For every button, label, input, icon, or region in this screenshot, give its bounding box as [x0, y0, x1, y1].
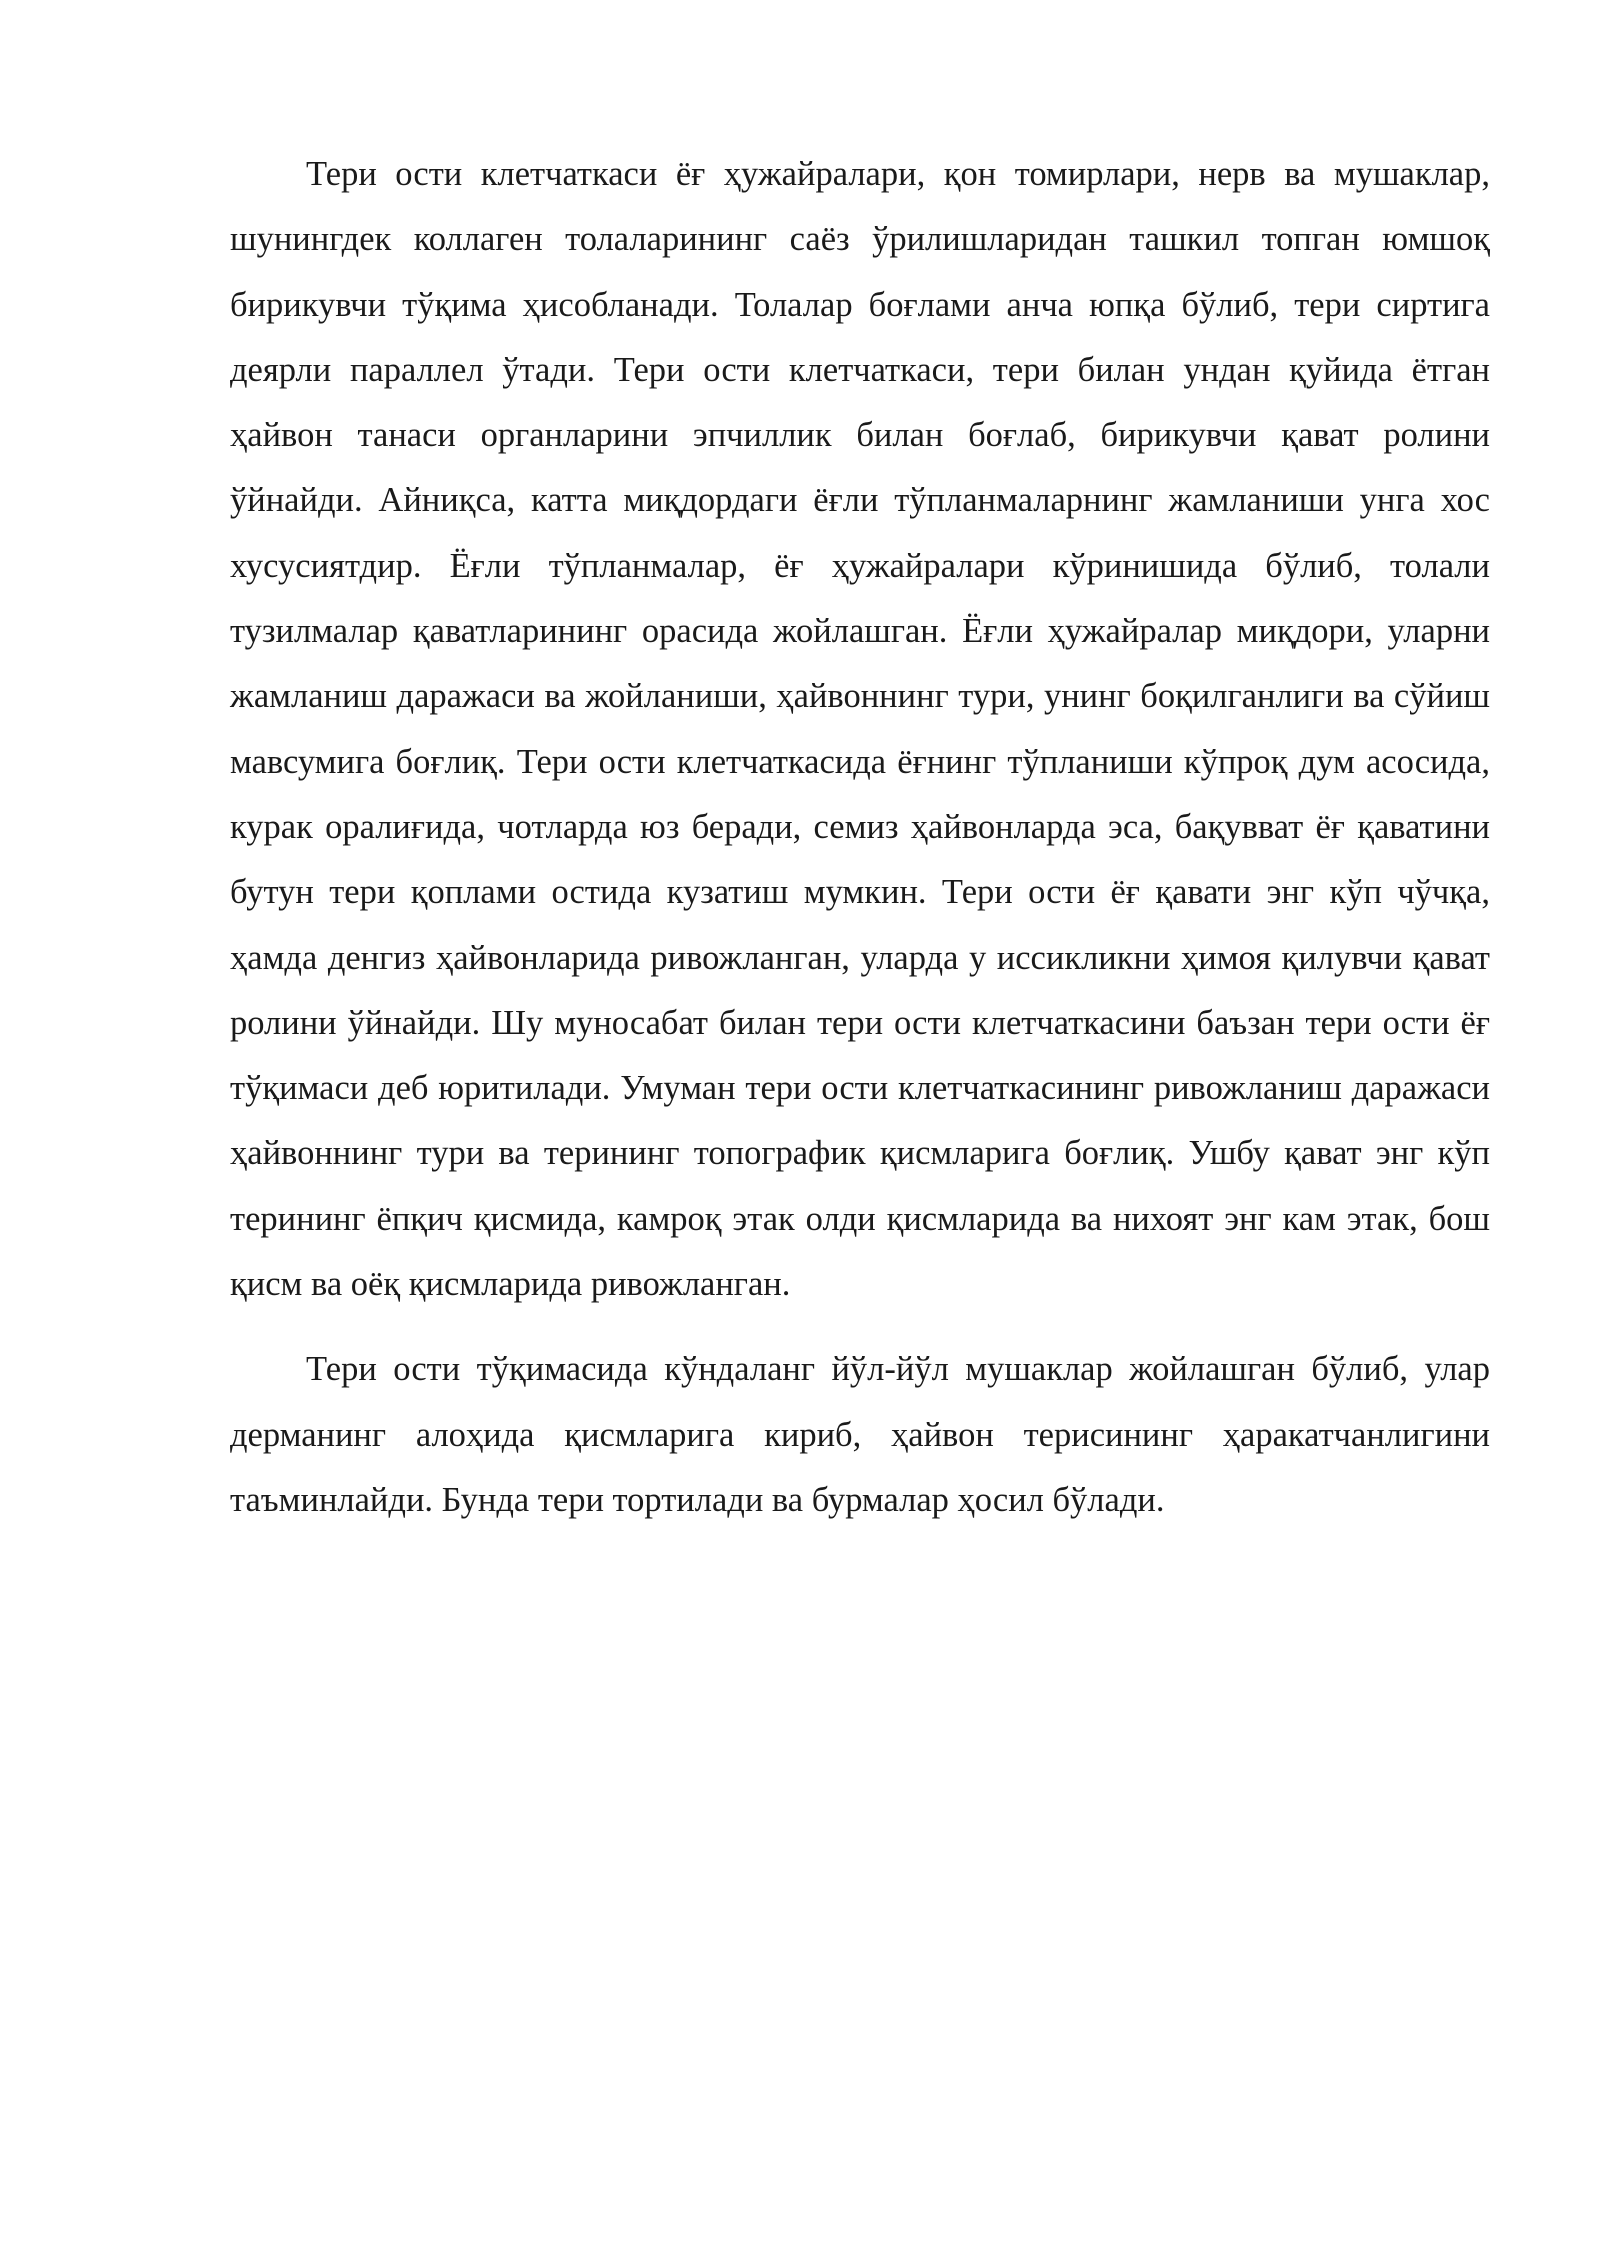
- document-body: [230, 142, 1490, 1533]
- paragraph-2: Тери ости тўқимасида кўндаланг йўл-йўл мушаклар жойлашган бўлиб, улар дерманинг алоҳида қисмларига кириб, ҳайвон терисининг ҳаракатчанлигини таъминлайди. Бунда тери тортилади ва бурмалар ҳосил бўлади.: [230, 1350, 1490, 1519]
- paragraph-1: Тери ости клетчаткаси ёғ ҳужайралари, қон томирлари, нерв ва мушаклар, шунингдек коллаген толаларининг саёз ўрилишларидан ташкил топган юмшоқ бирикувчи тўқима ҳисобланади. Толалар боғлами анча юпқа бўлиб, тери сиртига деярли параллел ўтади. Тери ости клетчаткаси, тери билан ундан қуйида ётган ҳайвон танаси органларини эпчиллик билан боғлаб, бирикувчи қават ролини ўйнайди. Айниқса, катта миқдордаги ёғли тўпланмаларнинг жамланиши унга хос хусусиятдир. Ёғли тўпланмалар, ёғ ҳужайралари кўринишида бўлиб, толали тузилмалар қаватларининг орасида жойлашган. Ёғли ҳужайралар миқдори, уларни жамланиш даражаси ва жойланиши, ҳайвоннинг тури, унинг боқилганлиги ва сўйиш мавсумига боғлиқ. Тери ости клетчаткасида ёғнинг тўпланиши кўпроқ дум асосида, курак оралиғида, чотларда юз беради, семиз ҳайвонларда эса, бақувват ёғ қаватини бутун тери қоплами остида кузатиш мумкин. Тери ости ёғ қавати энг кўп чўчқа, ҳамда денгиз ҳайвонларида ривожланган, уларда у иссикликни ҳимоя қилувчи қават ролини ўйнайди. Шу муносабат билан тери ости клетчаткасини баъзан тери ости ёғ тўқимаси деб юритилади. Умуман тери ости клетчаткасининг ривожланиш даражаси ҳайвоннинг тури ва терининг топографик қисмларига боғлиқ. Ушбу қават энг кўп терининг ёпқич қисмида, камроқ этак олди қисмларида ва нихоят энг кам этак, бош қисм ва оёқ қисмларида ривожланган.: [230, 155, 1490, 1304]
